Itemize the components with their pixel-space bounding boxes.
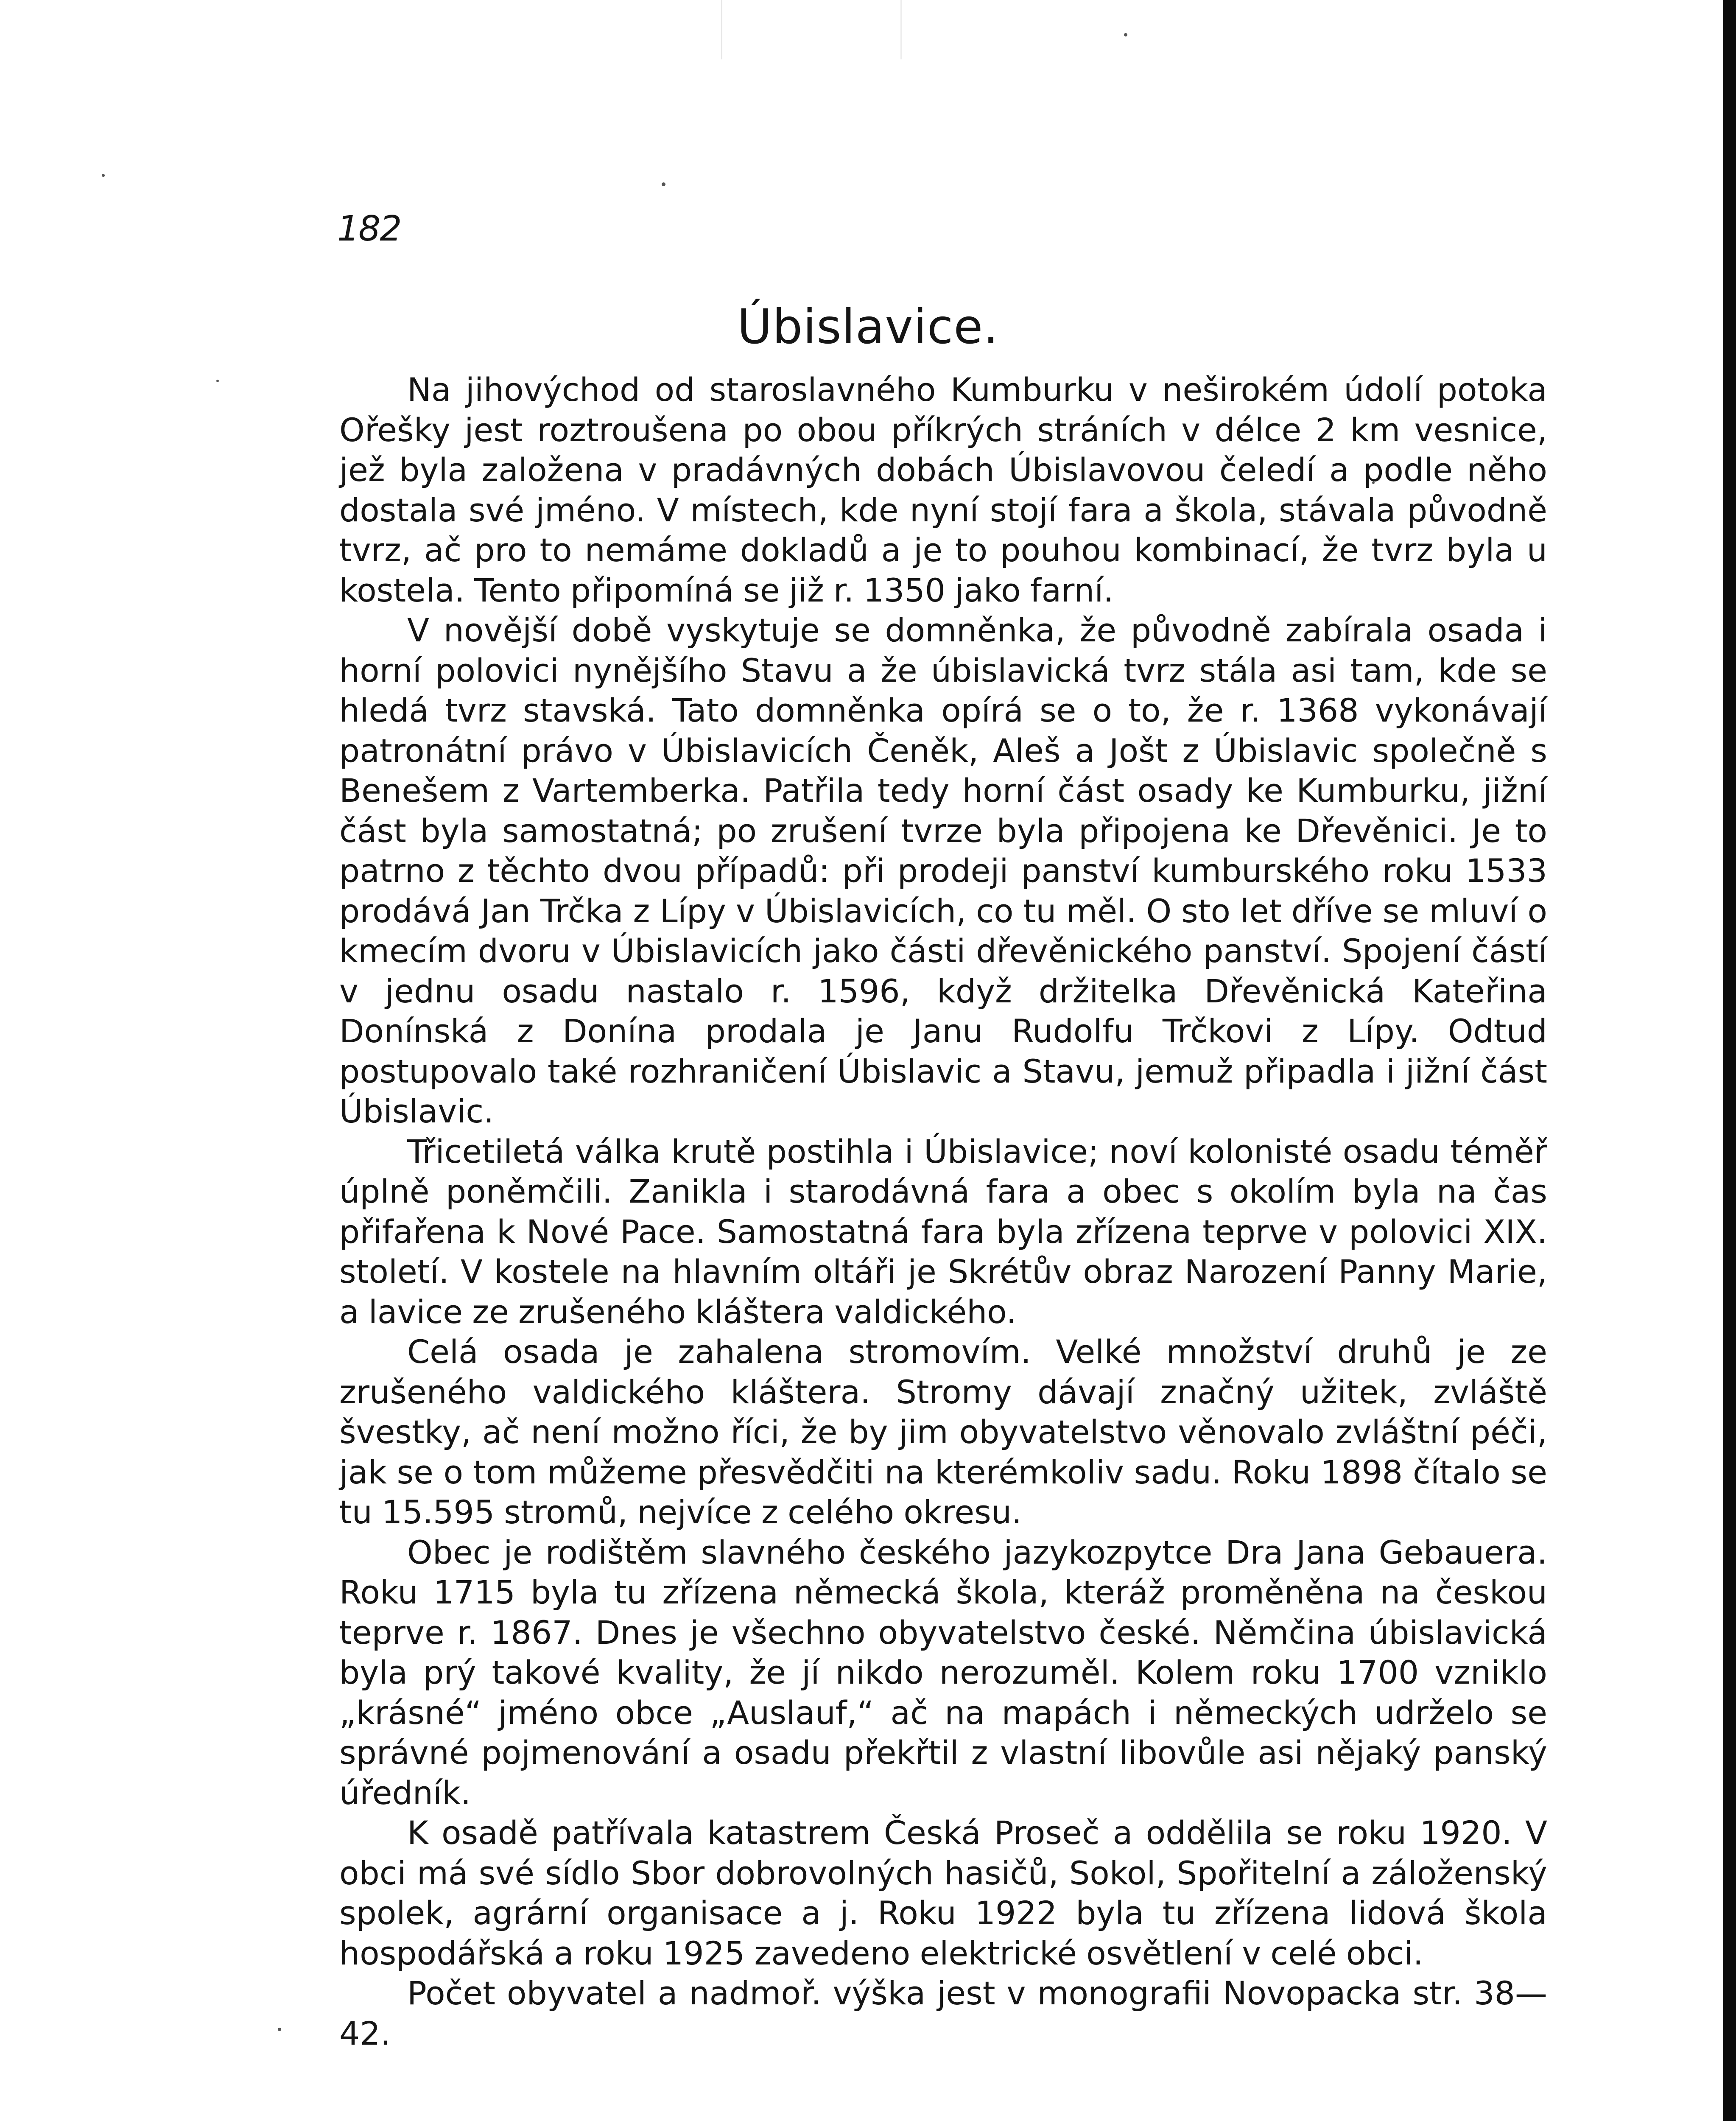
scan-artifact-top <box>721 0 902 59</box>
paragraph: Na jihovýchod od staroslavného Kumburku v neširokém údolí potoka Ořešky jest roztroušena po obou příkrých stráních v délce 2 km vesnice, jež byla založena v pradávných dobách Úbislavovou čeledí a podle něho dostala své jméno. V místech, kde nyní stojí fara a škola, stávala původně tvrz, ač pro to nemáme dokladů a je to pouhou kombinací, že tvrz byla u kostela. Tento připomíná se již r. 1350 jako farní. <box>339 371 1547 609</box>
paragraph: V novější době vyskytuje se domněnka, že původně zabírala osada i horní polovici nynějšího Stavu a že úbislavická tvrz stála asi tam, kde se hledá tvrz stavská. Tato domněnka opírá se o to, že r. 1368 vykonávají patronátní právo v Úbislavicích Čeněk, Aleš a Jošt z Úbislavic společně s Benešem z Vartemberka. Patřila tedy horní část osady ke Kumburku, jižní část byla samostatná; po zrušení tvrze byla připojena ke Dřevěnici. Je to patrno z těchto dvou případů: při prodeji panství kumburského roku 1533 prodává Jan Trčka z Lípy v Úbislavicích, co tu měl. O sto let dříve se mluví o kmecím dvoru v Úbislavicích jako části dřevěnického panství. Spojení částí v jednu osadu nastalo r. 1596, když držitelka Dřevěnická Kateřina Donínská z Donína prodala je Janu Rudolfu Trčkovi z Lípy. Odtud postupovalo také rozhraničení Úbislavic a Stavu, jemuž připadla i jižní část Úbislavic. <box>339 611 1547 1130</box>
page-number: 182 <box>337 209 401 249</box>
paragraph: K osadě patřívala katastrem Česká Proseč a oddělila se roku 1920. V obci má své sídlo Sbor dobrovolných hasičů, Sokol, Spořitelní a záloženský spolek, agrární organisace a j. Roku 1922 byla tu zřízena lidová škola hospodářská a roku 1925 zavedeno elektrické osvětlení v celé obci. <box>339 1814 1547 1972</box>
paragraph: Třicetiletá válka krutě postihla i Úbislavice; noví kolonisté osadu téměř úplně poněmčili. Zanikla i starodávná fara a obec s okolím byla na čas přifařena k Nové Pace. Samostatná fara byla zřízena teprve v polovici XIX. století. V kostele na hlavním oltáři je Skrétův obraz Narození Panny Marie, a lavice ze zrušeného kláštera valdického. <box>339 1132 1547 1331</box>
paragraph: Obec je rodištěm slavného českého jazykozpytce Dra Jana Gebauera. Roku 1715 byla tu zřízena německá škola, kteráž proměněna na českou teprve r. 1867. Dnes je všechno obyvatelstvo české. Němčina úbislavická byla prý takové kvality, že jí nikdo nerozuměl. Kolem roku 1700 vzniklo „krásné“ jméno obce „Auslauf,“ ač na mapách i německých udrželo se správné pojmenování a osadu překřtil z vlastní libovůle asi nějaký panský úředník. <box>339 1533 1547 1812</box>
paragraph: Počet obyvatel a nadmoř. výška jest v monografii Novopacka str. 38—42. <box>339 1974 1547 2052</box>
page-title: Úbislavice. <box>737 299 999 355</box>
article-body <box>339 370 1547 2054</box>
paragraph: Celá osada je zahalena stromovím. Velké množství druhů je ze zrušeného valdického kláštera. Stromy dávají značný užitek, zvláště švestky, ač není možno říci, že by jim obyvatelstvo věnovalo zvláštní péči, jak se o tom můžeme přesvědčiti na kterémkoliv sadu. Roku 1898 čítalo se tu 15.595 stromů, nejvíce z celého okresu. <box>339 1333 1547 1531</box>
